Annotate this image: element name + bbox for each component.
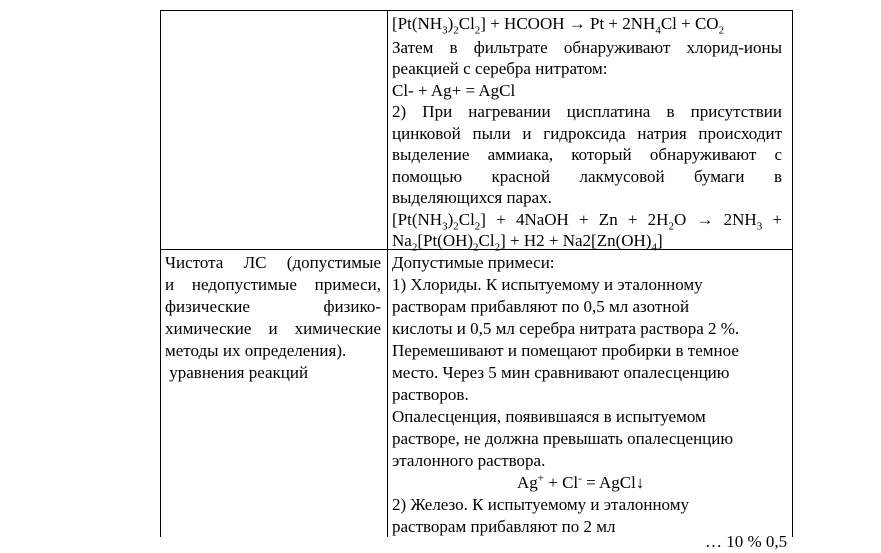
- text-line: Опалесценция, появившаяся в испытуемом: [392, 407, 706, 426]
- text-line: Перемешивают и помещают пробирки в темное: [392, 341, 739, 360]
- text-line: место. Через 5 мин сравнивают опалесценцию: [392, 363, 730, 382]
- text-line: растворам прибавляют по 2 мл: [392, 517, 616, 536]
- row-header-line: уравнения реакций: [165, 363, 309, 382]
- text-line: растворе, не должна превышать опалесценцию: [392, 429, 734, 448]
- text-line: Затем в фильтрате обнаруживают хлорид-ионы: [392, 38, 782, 57]
- equation-chloride: Cl- + Ag+ = AgCl: [392, 81, 516, 100]
- equation-cisplatin-reduction: $[Pt(NH_3)_2Cl_2]$ + HCOOH → $Pt + 2NH_4Cl + CO_2$: [392, 14, 725, 37]
- row-header-line: и недопустимые примеси,: [165, 275, 381, 294]
- text-line: реакцией с серебра нитратом:: [392, 59, 608, 78]
- text-line: кислоты и 0,5 мл серебра нитрата раствора 2 %.: [392, 319, 740, 338]
- row-header-line: Чистота ЛС (допустимые: [165, 253, 381, 272]
- text-line: помощью красной лакмусовой бумаги в: [392, 167, 782, 186]
- text-line: 2) При нагревании цисплатина в присутствии: [392, 102, 782, 121]
- text-line: выделение аммиака, который обнаруживают с: [392, 145, 782, 164]
- text-line: растворов.: [392, 385, 469, 404]
- text-line: эталонного раствора.: [392, 451, 546, 470]
- row-header-line: химические и химические: [165, 319, 381, 338]
- equation-ammonia-line1: $[Pt(NH_3)_2Cl_2]$ + 4NaOH + $Zn + 2H_2O \to 2NH_3$ +: [392, 210, 782, 233]
- text-line: Допустимые примеси:: [392, 253, 555, 272]
- text-line: 1) Хлориды. К испытуемому и эталонному: [392, 275, 703, 294]
- table-left-border: [160, 10, 161, 537]
- text-line-cutoff: … 10 % 0,5: [705, 532, 788, 551]
- equation-silver-chloride: Ag+ + Cl- = AgCl↓: [517, 472, 645, 492]
- text-line: выделяющихся парах.: [392, 188, 552, 207]
- text-line: 2) Железо. К испытуемому и эталонному: [392, 495, 689, 514]
- row-header-line: методы их определения).: [165, 341, 347, 360]
- equation-ammonia-line2: $Na_2[Pt(OH)_2Cl_2] + H2 + Na2[Zn(OH)_4]$: [392, 231, 663, 254]
- row-header-line: физические физико-: [165, 297, 381, 316]
- table-right-border: [792, 10, 793, 537]
- text-line: растворам прибавляют по 0,5 мл азотной: [392, 297, 690, 316]
- table-top-border: [160, 10, 793, 11]
- column-divider: [387, 10, 388, 537]
- text-line: цинковой пыли и гидроксида натрия происходит: [392, 124, 782, 143]
